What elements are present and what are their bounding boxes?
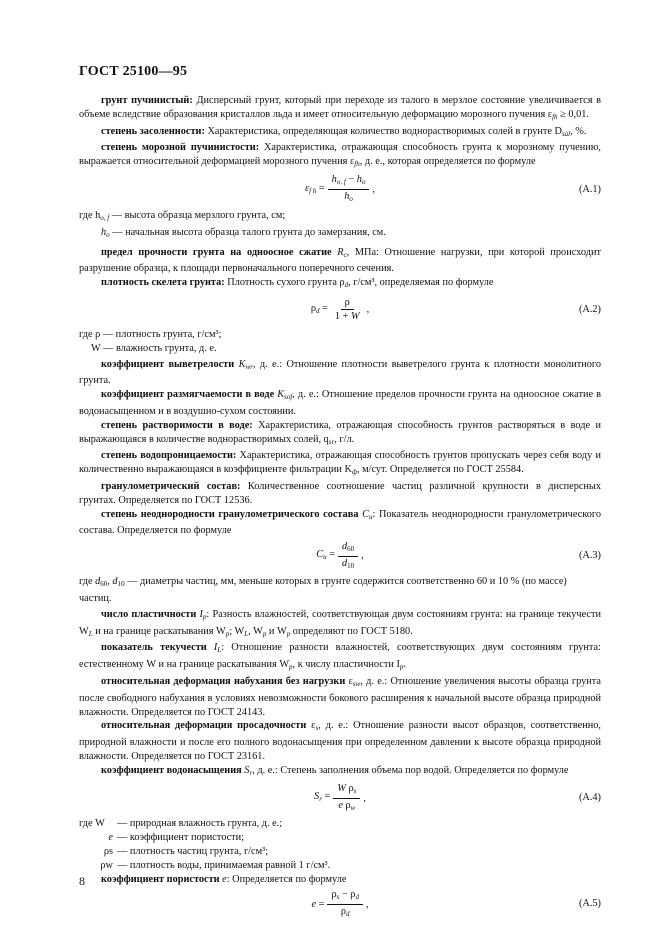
- entry-frost-heaving-degree: степень морозной пучинистости: Характеристика, отражающая способность грунта к морозному пучению, выражается относительной деформацией морозного пучения $\varepsilon_{fh}$, д. е., которая определяется по формуле: [79, 142, 601, 169]
- term: предел прочности грунта на одноосное сжатие: [101, 246, 332, 258]
- where-row: ρw — плотность воды, принимаемая равной 1 г/см³.: [100, 859, 331, 871]
- term: коэффициент пористости: [101, 873, 220, 885]
- formula-number: (А.3): [578, 550, 601, 562]
- where-a2-2: W — влажность грунта, д. е.: [91, 342, 217, 354]
- term: число пластичности: [101, 608, 197, 620]
- formula-number: (А.4): [578, 792, 601, 804]
- entry-subsidence-deformation: относительная деформация просадочности $\varepsilon_s$, д. е.: Отношение разности высот образцов, соответственно, природной влажности и после его полного водонасыщения при определенном давлении к высоте образца природной влажности. Определяется по ГОСТ 23161.: [79, 720, 601, 762]
- entry-skeleton-density: плотность скелета грунта: Плотность сухого грунта $\rho_d$, г/см³, определяемая по формуле: [101, 277, 494, 290]
- term: коэффициент водонасыщения: [101, 764, 242, 776]
- entry-weathering-coefficient: коэффициент выветрелости $K_{wr}$, д. е.: Отношение плотности выветрелого грунта к плотности монолитного грунта.: [79, 358, 601, 387]
- entry-permeability-degree: степень водопроницаемости: Характеристика, отражающая способность грунтов пропускать через себя воду и количественно выражающаяся в коэффициенте фильтрации $K_ф$, м/сут. Определяется по ГОСТ 25584.: [79, 450, 601, 477]
- entry-solubility-degree: степень растворимости в воде: Характеристика, отражающая способность грунтов растворяться в воде и выражающаяся в количестве воднорастворимых солей, $q_{sr}$, г/л.: [79, 419, 601, 446]
- formula-a2: $\rho_d$ = $\frac{\rho}{1 + W}$ , (А.2): [310, 297, 601, 323]
- term: степень растворимости в воде:: [101, 419, 253, 431]
- entry-grain-composition: гранулометрический состав: Количественное соотношение частиц различной крупности в дисперсных грунтах. Определяется по ГОСТ 12536.: [79, 480, 601, 506]
- term: коэффициент выветрелости: [101, 358, 235, 370]
- term: гранулометрический состав:: [101, 480, 241, 492]
- entry-liquidity-index: показатель текучести $I_L$: Отношение разности влажностей, соответствующих двум состояниям грунта: естественному W и на границе раскатывания $W_p$, к числу пластичности $I_p$.: [79, 642, 601, 672]
- entry-saturation-coefficient: коэффициент водонасыщения $S_r$, д. е.: Степень заполнения объема пор водой. Определяется по формуле: [101, 764, 569, 777]
- entry-softening-coefficient: коэффициент размягчаемости в воде $K_{sof}$, д. е.: Отношение пределов прочности грунта на одноосное сжатие в водонасыщенном и в воздушно-сухом состоянии.: [79, 389, 601, 417]
- entry-salinity-degree: степень засоленности: Характеристика, определяющая количество воднорастворимых солей в грунте $D_{sal}$, %.: [101, 125, 587, 138]
- term: степень неоднородности гранулометрического состава: [101, 508, 359, 520]
- where-a3: где $d_{60}$, $d_{10}$ — диаметры частиц, мм, меньше которых в грунте содержится соответственно 60 и 10 % (по массе) частиц.: [79, 576, 567, 604]
- where-row: e — коэффициент пористости;: [108, 832, 245, 844]
- entry-swelling-deformation: относительная деформация набухания без нагрузки $\varepsilon_{sw}$, д. е.: Отношение увеличения высоты образца грунта после свободного набухания в условиях невозможности бокового расширения к начальной высоте образца природной влажности. Определяется по ГОСТ 24143.: [79, 675, 601, 718]
- term: относительная деформация просадочности: [101, 720, 307, 732]
- formula-number: (А.2): [578, 304, 601, 316]
- where-a1-2: $h_o$ — начальная высота образца талого грунта до замерзания, см.: [101, 226, 386, 239]
- term: показатель текучести: [101, 642, 207, 654]
- term: грунт пучинистый:: [101, 95, 193, 106]
- entry-grain-heterogeneity: степень неоднородности гранулометрического состава $C_u$: Показатель неоднородности гранулометрического состава. Определяется по формуле: [79, 508, 601, 537]
- entry-plasticity-index: число пластичности $I_p$: Разность влажностей, соответствующая двум состояниям грунта: на границе текучести $W_L$ и на границе раскатывания $W_p$; $W_L$, $W_p$ и $W_p$ определяют по ГОСТ 5180.: [79, 608, 601, 638]
- term: степень засоленности:: [101, 125, 205, 137]
- entry-frost-heaving-soil: грунт пучинистый: Дисперсный грунт, который при переходе из талого в мерзлое состояние увеличивается в объеме вследствие образования кристаллов льда и имеет относительную деформацию морозного пучения $\varepsilon_{fh} \ge 0,01$.: [79, 95, 601, 121]
- term: плотность скелета грунта:: [101, 277, 225, 289]
- document-header: ГОСТ 25100—95: [79, 64, 188, 79]
- formula-a4: $S_r$ = $\frac{W \rho_s}{e \rho_w}$ , (А.4): [314, 782, 601, 812]
- formula-a5: e = $\frac{\rho_s - \rho_d}{\rho_d}$ , (А.5): [311, 888, 601, 918]
- where-row: где W — природная влажность грунта, д. е.;: [79, 818, 283, 830]
- where-row: ρs — плотность частиц грунта, г/см³;: [103, 846, 269, 858]
- formula-a3: $C_u$ = $\frac{d_{60}}{d_{10}}$ , (А.3): [316, 540, 601, 570]
- term: степень морозной пучинистости:: [101, 142, 260, 154]
- formula-a1: $\varepsilon_{f h}$ = $\frac{h_{o, f} - h_o}{h_o}$ , (А.1): [305, 174, 601, 204]
- where-a1-1: где $h_{o, f}$ — высота образца мерзлого грунта, см;: [79, 209, 286, 222]
- entry-porosity-coefficient: коэффициент пористости e: Определяется по формуле: [101, 873, 347, 885]
- page-number: 8: [79, 874, 85, 888]
- where-a2-1: где ρ — плотность грунта, г/см³;: [79, 328, 222, 340]
- where-a4-list: [79, 817, 601, 872]
- formula-number: (А.5): [578, 898, 601, 910]
- term: степень водопроницаемости:: [101, 450, 237, 462]
- document-body: [79, 94, 601, 923]
- term: относительная деформация набухания без нагрузки: [101, 675, 346, 687]
- entry-compressive-strength: предел прочности грунта на одноосное сжатие $R_c$, МПа: Отношение нагрузки, при которой происходит разрушение образца, к площади первоначального поперечного сечения.: [79, 246, 601, 275]
- term: коэффициент размягчаемости в воде: [101, 389, 275, 401]
- formula-number: (А.1): [578, 184, 601, 196]
